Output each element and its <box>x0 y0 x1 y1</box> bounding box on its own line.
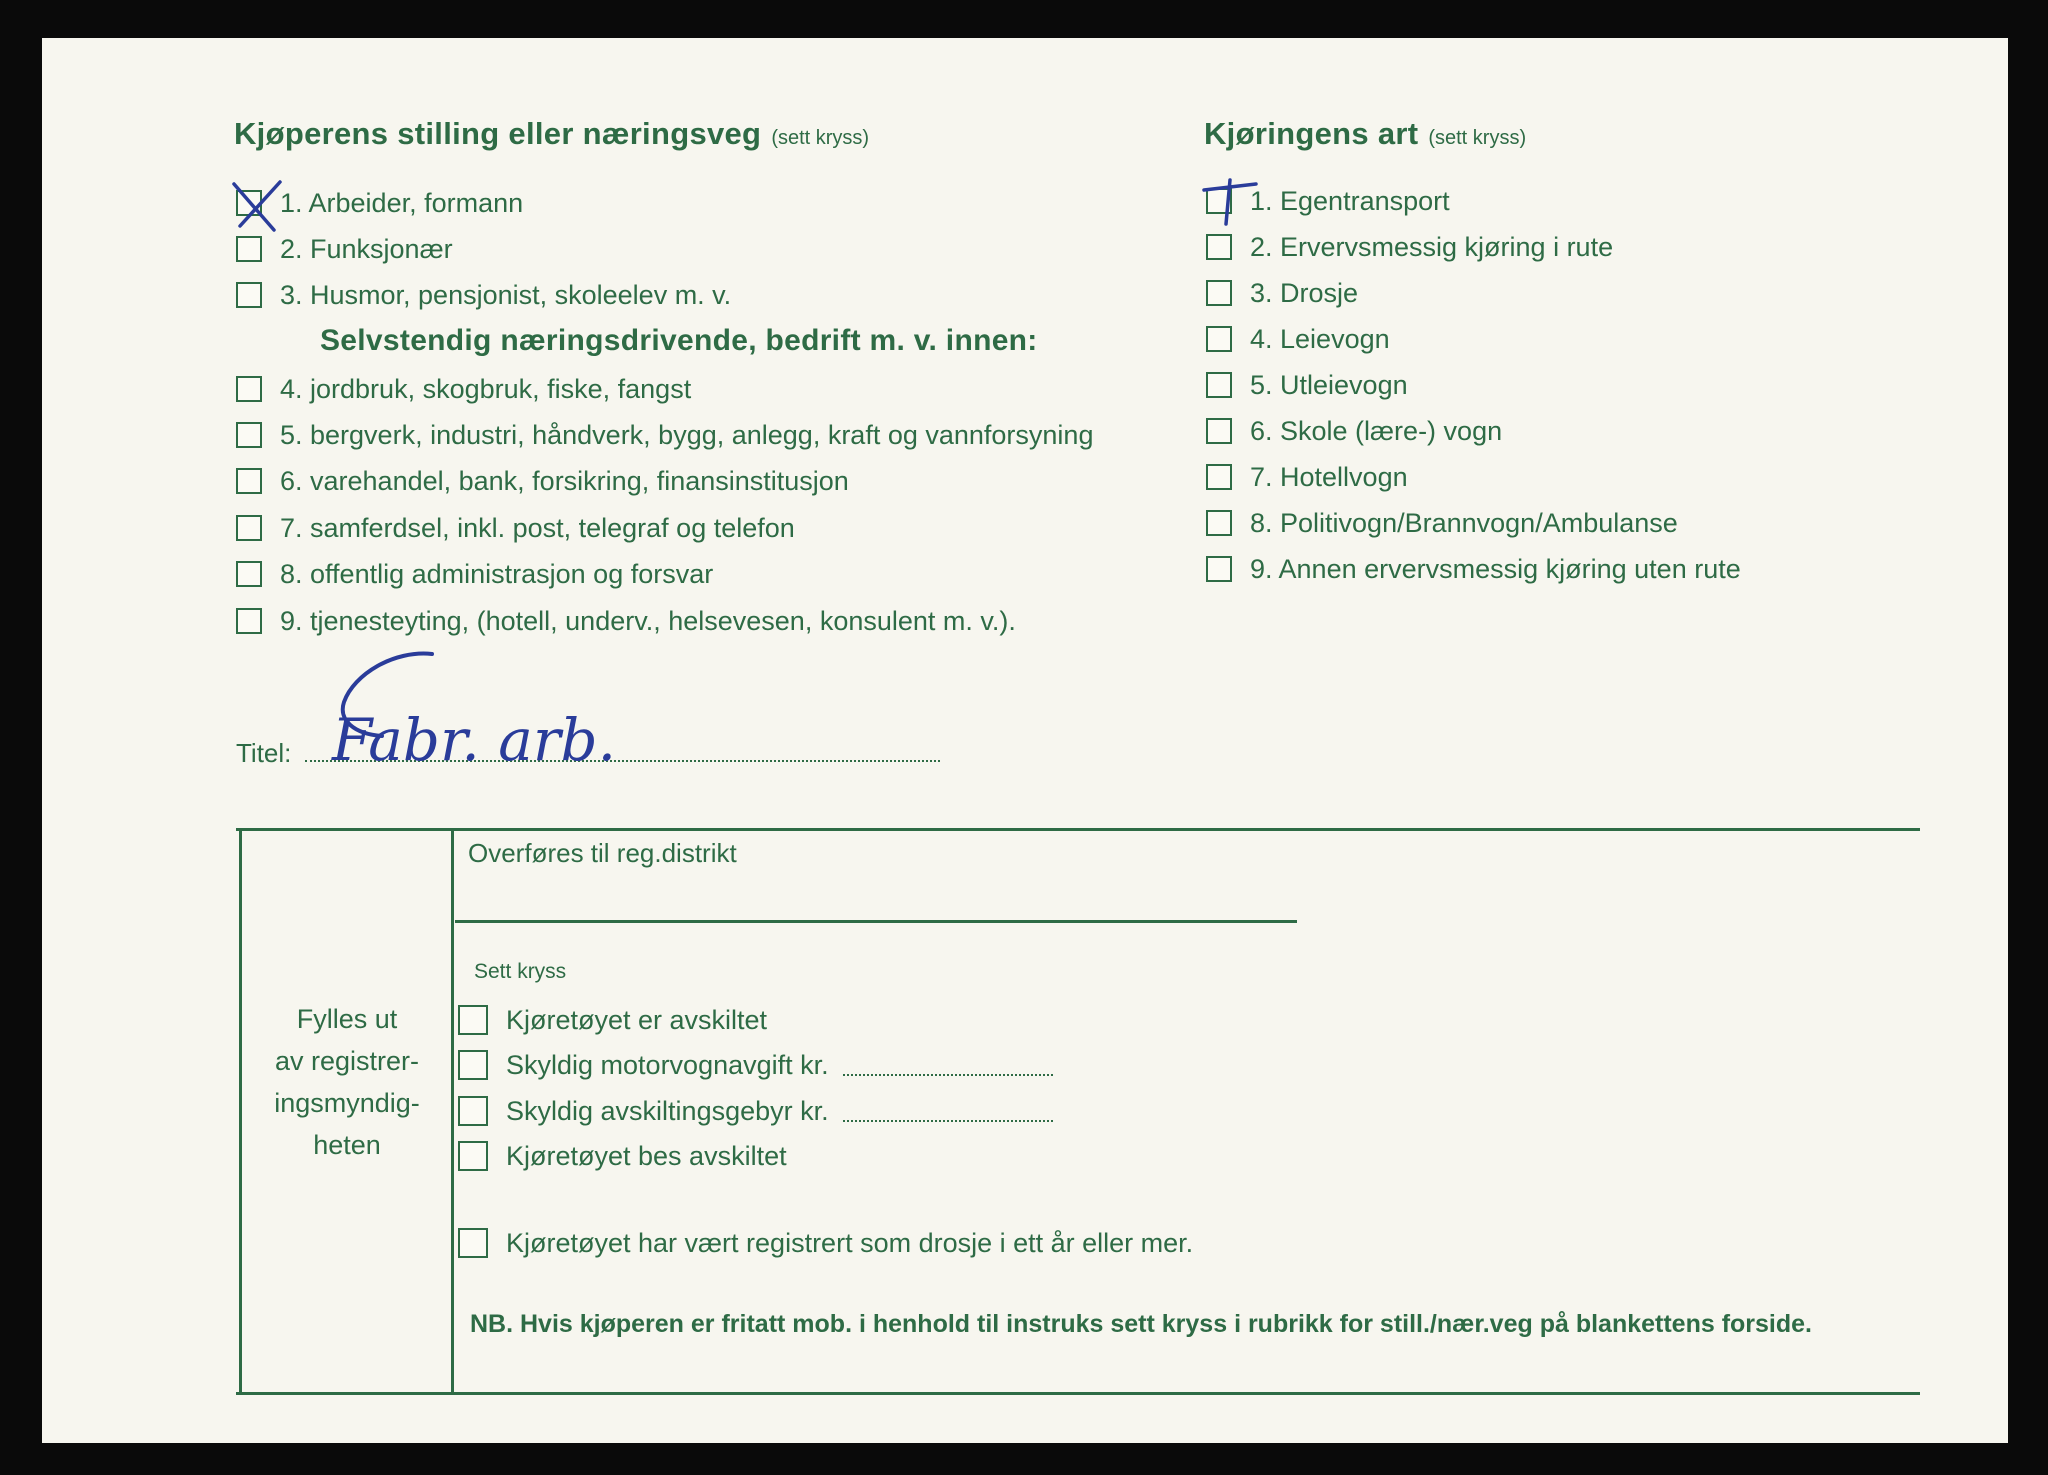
self-employed-subheading: Selvstendig næringsdrivende, bedrift m. v. innen: <box>320 324 1038 357</box>
option-label: 4. jordbruk, skogbruk, fiske, fangst <box>280 374 692 404</box>
buyer-occupation-heading <box>234 116 869 152</box>
checkbox[interactable] <box>236 561 262 587</box>
checkbox[interactable] <box>1206 510 1232 536</box>
option-label: 9. tjenesteyting, (hotell, underv., helsevesen, konsulent m. v.). <box>280 606 1016 636</box>
option-label: 2. Funksjonær <box>280 234 453 264</box>
option-label: 3. Drosje <box>1250 278 1359 308</box>
side-label-line: Fylles ut <box>296 1004 398 1034</box>
checkbox[interactable] <box>458 1228 488 1258</box>
handwritten-flourish <box>324 644 454 754</box>
driving-option-9[interactable] <box>1206 552 1741 586</box>
registry-option-request-deregister[interactable] <box>458 1139 787 1173</box>
buyer-occupation-hint: (sett kryss) <box>771 127 870 149</box>
checkbox[interactable] <box>1206 234 1232 260</box>
option-label: 5. Utleievogn <box>1250 370 1408 400</box>
title-label: Titel: <box>236 738 292 768</box>
driving-option-2[interactable] <box>1206 230 1613 264</box>
option-label: 8. offentlig administrasjon og forsvar <box>280 559 714 589</box>
checkbox[interactable] <box>458 1050 488 1080</box>
option-label: 9. Annen ervervsmessig kjøring uten rute <box>1250 554 1741 584</box>
registry-option-deregistered[interactable] <box>458 1003 767 1037</box>
checkbox[interactable] <box>1206 464 1232 490</box>
option-label: 1. Egentransport <box>1250 186 1450 216</box>
buyer-occupation-heading-text: Kjøperens stilling eller næringsveg <box>234 116 762 151</box>
registry-option-plate-fee[interactable] <box>458 1094 1053 1128</box>
checkbox[interactable] <box>1206 418 1232 444</box>
registry-box-bottom-border <box>236 1392 1920 1395</box>
registry-option-motor-fee[interactable] <box>458 1048 1053 1082</box>
checkbox[interactable] <box>458 1141 488 1171</box>
registry-box-top-border <box>236 828 1920 831</box>
option-label: 8. Politivogn/Brannvogn/Ambulanse <box>1250 508 1678 538</box>
title-handwritten-value: Fabr. arb. <box>332 706 617 774</box>
driving-option-7[interactable] <box>1206 460 1408 494</box>
occupation-option-9[interactable] <box>236 604 1016 638</box>
checkbox[interactable] <box>1206 326 1232 352</box>
occupation-option-3[interactable] <box>236 278 731 312</box>
option-label: 5. bergverk, industri, håndverk, bygg, anlegg, kraft og vannforsyning <box>280 420 1094 450</box>
driving-type-hint: (sett kryss) <box>1428 127 1527 149</box>
form-card <box>42 38 2008 1443</box>
driving-option-6[interactable] <box>1206 414 1502 448</box>
checkbox[interactable] <box>1206 556 1232 582</box>
side-label-line: ingsmyndig- <box>274 1088 420 1118</box>
handwritten-cross-mark <box>1200 178 1260 228</box>
checkbox[interactable] <box>458 1096 488 1126</box>
option-label: 7. samferdsel, inkl. post, telegraf og telefon <box>280 513 795 543</box>
checkbox[interactable] <box>236 282 262 308</box>
registry-authority-label <box>242 998 452 1166</box>
checkbox[interactable] <box>236 236 262 262</box>
checkbox[interactable] <box>1206 372 1232 398</box>
transfer-district-line[interactable] <box>455 920 1297 923</box>
option-label: Kjøretøyet bes avskiltet <box>506 1141 787 1171</box>
handwritten-cross-mark <box>230 178 286 238</box>
mark-instruction-label: Sett kryss <box>474 960 567 983</box>
option-label: 3. Husmor, pensjonist, skoleelev m. v. <box>280 280 732 310</box>
option-label: Skyldig avskiltingsgebyr kr. <box>506 1096 829 1126</box>
checkbox[interactable] <box>458 1005 488 1035</box>
driving-option-5[interactable] <box>1206 368 1408 402</box>
driving-type-heading-text: Kjøringens art <box>1204 116 1419 151</box>
driving-type-heading <box>1204 116 1526 152</box>
option-label: 6. varehandel, bank, forsikring, finansinstitusjon <box>280 466 849 496</box>
plate-fee-dotted-line[interactable] <box>843 1100 1053 1122</box>
checkbox[interactable] <box>236 422 262 448</box>
occupation-option-7[interactable] <box>236 511 795 545</box>
checkbox[interactable] <box>236 515 262 541</box>
checkbox[interactable] <box>1206 280 1232 306</box>
side-label-line: heten <box>313 1130 381 1160</box>
checkbox[interactable] <box>236 468 262 494</box>
exemption-note: NB. Hvis kjøperen er fritatt mob. i henhold til instruks sett kryss i rubrikk for still./nær.veg på blankettens forside. <box>470 1310 1812 1338</box>
option-label: 1. Arbeider, formann <box>280 188 524 218</box>
option-label: Kjøretøyet har vært registrert som drosje i ett år eller mer. <box>506 1228 1194 1258</box>
driving-option-8[interactable] <box>1206 506 1678 540</box>
option-label: 6. Skole (lære-) vogn <box>1250 416 1503 446</box>
occupation-option-8[interactable] <box>236 557 713 591</box>
checkbox[interactable] <box>236 376 262 402</box>
driving-option-3[interactable] <box>1206 276 1358 310</box>
side-label-line: av registrer- <box>274 1046 420 1076</box>
occupation-option-5[interactable] <box>236 418 1093 452</box>
registry-option-taxi-history[interactable] <box>458 1226 1193 1260</box>
occupation-option-6[interactable] <box>236 464 849 498</box>
option-label: Kjøretøyet er avskiltet <box>506 1005 768 1035</box>
transfer-district-label: Overføres til reg.distrikt <box>468 838 737 868</box>
option-label: 4. Leievogn <box>1250 324 1390 354</box>
option-label: Skyldig motorvognavgift kr. <box>506 1050 829 1080</box>
checkbox[interactable] <box>236 608 262 634</box>
occupation-option-4[interactable] <box>236 372 691 406</box>
motor-fee-dotted-line[interactable] <box>843 1054 1053 1076</box>
option-label: 2. Ervervsmessig kjøring i rute <box>1250 232 1614 262</box>
option-label: 7. Hotellvogn <box>1250 462 1408 492</box>
driving-option-4[interactable] <box>1206 322 1390 356</box>
